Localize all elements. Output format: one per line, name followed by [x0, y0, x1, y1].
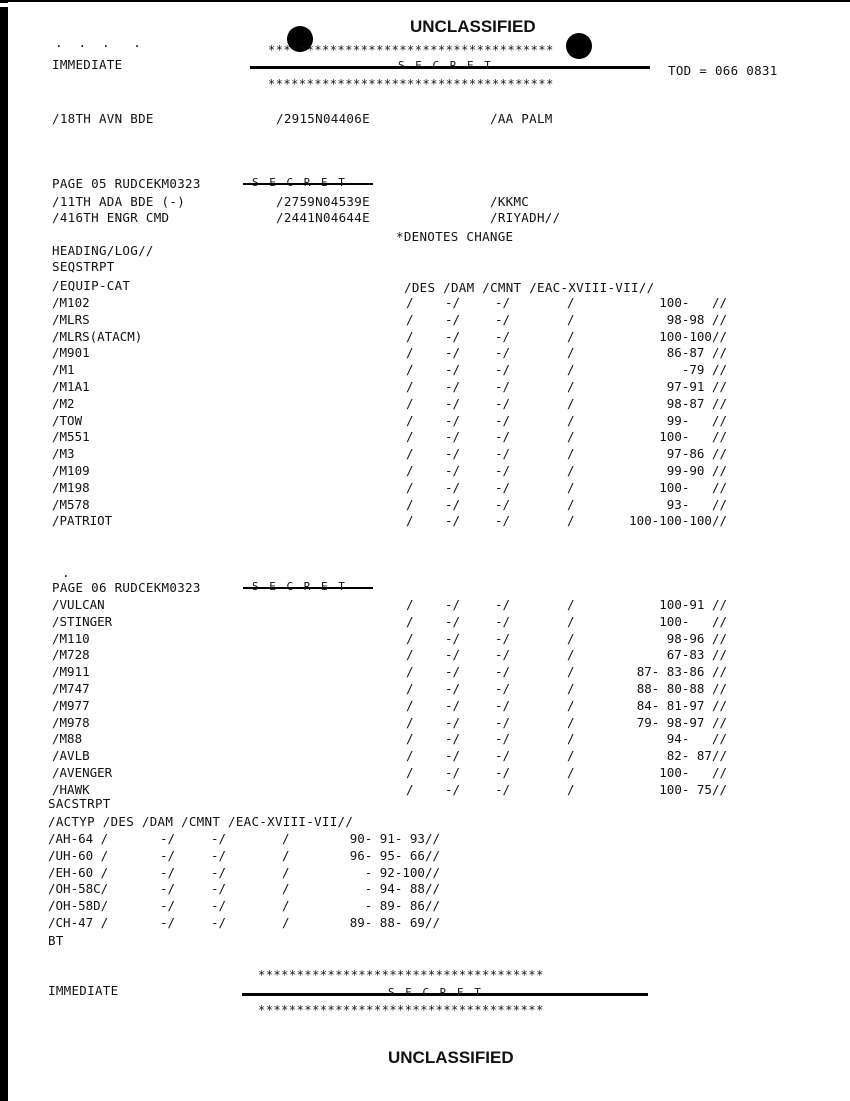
table-row: [0, 647, 850, 663]
dam-mark: -/: [445, 496, 461, 512]
star-border: *************************************: [268, 43, 554, 57]
cmnt-mark: -/: [495, 731, 511, 747]
eac-slash: /: [567, 463, 575, 478]
table-row: [0, 396, 850, 412]
redaction-blot: [566, 33, 592, 59]
eac-slash: /: [567, 362, 575, 378]
precedence-label: IMMEDIATE: [52, 57, 123, 72]
eac-slash: /: [282, 915, 290, 930]
cmnt-mark: -/: [495, 328, 511, 344]
cmnt-mark: -/: [495, 714, 511, 730]
cmnt-mark: -/: [495, 664, 511, 680]
eac-slash: /: [567, 781, 575, 797]
dam-mark: -/: [445, 748, 461, 764]
eac-slash: /: [567, 697, 575, 713]
eac-value: 100-100-100//: [629, 513, 727, 529]
secret-stamp: S E C R E T: [252, 580, 347, 593]
table-row: [0, 865, 850, 881]
cmnt-mark: -/: [495, 395, 511, 411]
equip-cat: /M977: [52, 697, 90, 713]
eac-slash: /: [567, 429, 575, 445]
equip-cat: /M911: [52, 664, 90, 680]
classification-top: UNCLASSIFIED: [410, 17, 536, 36]
eac-slash: /: [282, 864, 290, 880]
eac-value: 100- //: [659, 479, 727, 495]
table-row: [0, 446, 850, 462]
table-row: [0, 614, 850, 630]
table-row: [0, 848, 850, 864]
cmnt-mark: -/: [495, 647, 511, 663]
des-mark: /: [406, 379, 414, 394]
table-row: [0, 362, 850, 378]
dam-mark: -/: [445, 395, 461, 411]
equip-cat: /M102: [52, 295, 90, 310]
unit-location: /AA PALM: [490, 111, 553, 126]
equip-cat: /STINGER: [52, 613, 113, 629]
eac-value: 94- //: [666, 731, 727, 747]
des-mark: /: [406, 714, 414, 730]
eac-slash: /: [567, 613, 575, 629]
column-header-right: /DES /DAM /CMNT /EAC-XVIII-VII//: [404, 280, 655, 295]
des-mark: /: [406, 597, 414, 612]
des-mark: /: [406, 412, 414, 428]
table-row: [0, 915, 850, 931]
dam-mark: -/: [445, 630, 461, 646]
table-row: [0, 831, 850, 847]
eac-value: 99-90 //: [666, 463, 727, 478]
eac-value: - 94- 88//: [364, 881, 440, 897]
des-mark: /: [406, 345, 414, 361]
dam-mark: -/: [445, 295, 461, 310]
dam-mark: -/: [445, 765, 461, 780]
eac-slash: /: [567, 345, 575, 361]
des-mark: /: [406, 395, 414, 411]
cmnt-mark: -/: [495, 597, 511, 612]
equip-cat: /HAWK: [52, 781, 90, 797]
eac-slash: /: [567, 731, 575, 747]
des-mark: /: [406, 429, 414, 445]
dam-mark: -/: [445, 362, 461, 378]
eac-slash: /: [282, 881, 290, 897]
des-mark: /: [406, 681, 414, 696]
eac-value: 90- 91- 93//: [349, 831, 440, 846]
table-row: [0, 379, 850, 395]
unit-coords: /2915N04406E: [276, 111, 370, 126]
table-row: [0, 731, 850, 747]
equip-cat: /M198: [52, 479, 90, 495]
cmnt-mark: -/: [495, 463, 511, 478]
dam-mark: -/: [445, 781, 461, 797]
eac-value: 88- 80-88 //: [636, 681, 727, 696]
cmnt-mark: -/: [495, 446, 511, 462]
equip-cat: /M88: [52, 731, 83, 747]
cmnt-mark: -/: [495, 311, 511, 327]
secret-stamp: S E C R E T: [388, 986, 483, 999]
dam-mark: -/: [445, 697, 461, 713]
dam-mark: -/: [160, 864, 176, 880]
eac-value: 100-100//: [659, 328, 727, 344]
page-header: PAGE 06 RUDCEKM0323: [52, 580, 201, 595]
table-row: [0, 664, 850, 680]
dam-mark: -/: [445, 647, 461, 663]
eac-slash: /: [567, 311, 575, 327]
star-border: *************************************: [258, 1003, 544, 1017]
des-mark: /: [406, 311, 414, 327]
actyp: /CH-47 /: [48, 915, 109, 930]
eac-value: 96- 95- 66//: [349, 847, 440, 863]
eac-value: 93- //: [666, 496, 727, 512]
cmnt-mark: -/: [211, 831, 227, 846]
heading-log: HEADING/LOG//: [52, 243, 154, 258]
eac-slash: /: [567, 496, 575, 512]
eac-value: 97-86 //: [666, 446, 727, 462]
star-border: *************************************: [258, 968, 544, 982]
table-row: [0, 429, 850, 445]
eac-slash: /: [567, 765, 575, 780]
actyp: /OH-58C/: [48, 881, 109, 897]
eac-slash: /: [567, 664, 575, 680]
dam-mark: -/: [445, 463, 461, 478]
table-row: [0, 463, 850, 479]
des-mark: /: [406, 731, 414, 747]
des-mark: /: [406, 613, 414, 629]
secret-stamp: S E C R E T: [252, 176, 347, 189]
equip-cat: /M551: [52, 429, 90, 445]
eac-value: 79- 98-97 //: [636, 714, 727, 730]
unit-coords: /2759N04539E: [276, 194, 370, 209]
table-row: [0, 312, 850, 328]
precedence-label: IMMEDIATE: [48, 983, 119, 998]
eac-slash: /: [282, 898, 290, 914]
dam-mark: -/: [445, 731, 461, 747]
des-mark: /: [406, 765, 414, 780]
eac-slash: /: [567, 714, 575, 730]
des-mark: /: [406, 496, 414, 512]
table-row: [0, 497, 850, 513]
cmnt-mark: -/: [495, 748, 511, 764]
dam-mark: -/: [445, 379, 461, 394]
tod-stamp: TOD = 066 0831: [668, 63, 778, 78]
dam-mark: -/: [445, 446, 461, 462]
eac-value: 100- //: [659, 765, 727, 780]
dam-mark: -/: [160, 831, 176, 846]
equip-cat: /M3: [52, 446, 75, 462]
eac-slash: /: [567, 597, 575, 612]
scan-edge: [0, 0, 8, 1101]
des-mark: /: [406, 479, 414, 495]
dam-mark: -/: [445, 664, 461, 680]
eac-slash: /: [567, 446, 575, 462]
des-mark: /: [406, 781, 414, 797]
eac-value: 99- //: [666, 412, 727, 428]
dam-mark: -/: [445, 412, 461, 428]
table-row: [0, 698, 850, 714]
seqstrpt-label: SEQSTRPT: [52, 259, 115, 274]
cmnt-mark: -/: [495, 513, 511, 529]
dam-mark: -/: [160, 898, 176, 914]
dam-mark: -/: [445, 429, 461, 445]
eac-slash: /: [567, 328, 575, 344]
equip-cat: /VULCAN: [52, 597, 105, 612]
table-row: [0, 748, 850, 764]
unit-name: /416TH ENGR CMD: [52, 210, 170, 225]
eac-slash: /: [567, 513, 575, 529]
des-mark: /: [406, 664, 414, 680]
des-mark: /: [406, 647, 414, 663]
table-row: [0, 765, 850, 781]
eac-value: 100- //: [659, 429, 727, 445]
dam-mark: -/: [445, 328, 461, 344]
eac-value: 86-87 //: [666, 345, 727, 361]
des-mark: /: [406, 513, 414, 529]
eac-value: 87- 83-86 //: [636, 664, 727, 680]
table-row: [0, 898, 850, 914]
dam-mark: -/: [445, 613, 461, 629]
equip-cat: /AVENGER: [52, 765, 113, 780]
equip-cat: /M747: [52, 681, 90, 696]
des-mark: /: [406, 463, 414, 478]
unit-location: /RIYADH//: [490, 210, 561, 225]
table-row: [0, 782, 850, 798]
cmnt-mark: -/: [211, 915, 227, 930]
equip-cat: /M2: [52, 395, 75, 411]
eac-slash: /: [567, 681, 575, 696]
equip-cat: /M978: [52, 714, 90, 730]
eac-slash: /: [567, 748, 575, 764]
des-mark: /: [406, 748, 414, 764]
eac-slash: /: [567, 295, 575, 310]
scan-edge-top: [0, 0, 850, 2]
cmnt-mark: -/: [495, 362, 511, 378]
scan-dots: . . . .: [55, 35, 142, 50]
des-mark: /: [406, 630, 414, 646]
cmnt-mark: -/: [495, 479, 511, 495]
cmnt-mark: -/: [495, 613, 511, 629]
cmnt-mark: -/: [495, 630, 511, 646]
eac-value: - 89- 86//: [364, 898, 440, 914]
actyp: /AH-64 /: [48, 831, 109, 846]
table-row: [0, 881, 850, 897]
table-row: [0, 413, 850, 429]
equip-cat: /M901: [52, 345, 90, 361]
cmnt-mark: -/: [495, 429, 511, 445]
cmnt-mark: -/: [211, 847, 227, 863]
cmnt-mark: -/: [495, 765, 511, 780]
bt-marker: BT: [48, 933, 64, 948]
cmnt-mark: -/: [495, 697, 511, 713]
cmnt-mark: -/: [211, 898, 227, 914]
equip-cat: /AVLB: [52, 748, 90, 764]
eac-value: -79 //: [681, 362, 727, 378]
eac-slash: /: [567, 630, 575, 646]
dam-mark: -/: [160, 915, 176, 930]
equip-cat: /TOW: [52, 412, 83, 428]
unit-name: /11TH ADA BDE (-): [52, 194, 186, 209]
equip-cat: /MLRS(ATACM): [52, 328, 143, 344]
cmnt-mark: -/: [495, 379, 511, 394]
dam-mark: -/: [445, 597, 461, 612]
des-mark: /: [406, 446, 414, 462]
eac-value: 67-83 //: [666, 647, 727, 663]
scan-dots: .: [62, 565, 70, 580]
des-mark: /: [406, 328, 414, 344]
equip-cat: /MLRS: [52, 311, 90, 327]
actyp: /OH-58D/: [48, 898, 109, 914]
scan-mark: [0, 3, 10, 7]
des-mark: /: [406, 697, 414, 713]
eac-value: 100-91 //: [659, 597, 727, 612]
eac-slash: /: [282, 847, 290, 863]
eac-value: 97-91 //: [666, 379, 727, 394]
eac-value: 98-87 //: [666, 395, 727, 411]
eac-slash: /: [567, 647, 575, 663]
cmnt-mark: -/: [495, 345, 511, 361]
eac-slash: /: [567, 479, 575, 495]
equip-cat: /M578: [52, 496, 90, 512]
equip-cat: /M728: [52, 647, 90, 663]
eac-value: 98-98 //: [666, 311, 727, 327]
dam-mark: -/: [160, 881, 176, 897]
unit-name: /18TH AVN BDE: [52, 111, 154, 126]
eac-value: 84- 81-97 //: [636, 697, 727, 713]
page-header: PAGE 05 RUDCEKM0323: [52, 176, 201, 191]
dam-mark: -/: [445, 681, 461, 696]
column-header-left: /EQUIP-CAT: [52, 278, 131, 293]
eac-slash: /: [567, 412, 575, 428]
table-row: [0, 480, 850, 496]
table-row: [0, 345, 850, 361]
equip-cat: /M109: [52, 463, 90, 478]
equip-cat: /M110: [52, 630, 90, 646]
secret-stamp: S E C R E T: [398, 59, 493, 72]
aircraft-header: /ACTYP /DES /DAM /CMNT /EAC-XVIII-VII//: [48, 814, 354, 829]
table-row: [0, 597, 850, 613]
unit-coords: /2441N04644E: [276, 210, 370, 225]
actyp: /UH-60 /: [48, 847, 109, 863]
eac-slash: /: [282, 831, 290, 846]
des-mark: /: [406, 362, 414, 378]
denotes-change: *DENOTES CHANGE: [396, 229, 514, 244]
sacstrpt-label: SACSTRPT: [48, 796, 111, 811]
dam-mark: -/: [445, 479, 461, 495]
equip-cat: /PATRIOT: [52, 513, 113, 529]
table-row: [0, 329, 850, 345]
cmnt-mark: -/: [495, 496, 511, 512]
cmnt-mark: -/: [211, 864, 227, 880]
table-row: [0, 295, 850, 311]
dam-mark: -/: [445, 513, 461, 529]
eac-value: 89- 88- 69//: [349, 915, 440, 930]
eac-value: 82- 87//: [666, 748, 727, 764]
cmnt-mark: -/: [495, 681, 511, 696]
eac-value: - 92-100//: [364, 864, 440, 880]
eac-value: 100- 75//: [659, 781, 727, 797]
eac-slash: /: [567, 379, 575, 394]
table-row: [0, 715, 850, 731]
table-row: [0, 681, 850, 697]
dam-mark: -/: [445, 714, 461, 730]
dam-mark: -/: [445, 311, 461, 327]
cmnt-mark: -/: [211, 881, 227, 897]
classification-bottom: UNCLASSIFIED: [388, 1048, 514, 1067]
equip-cat: /M1: [52, 362, 75, 378]
eac-slash: /: [567, 395, 575, 411]
unit-location: /KKMC: [490, 194, 530, 209]
star-border: *************************************: [268, 77, 554, 91]
dam-mark: -/: [445, 345, 461, 361]
cmnt-mark: -/: [495, 295, 511, 310]
equip-cat: /M1A1: [52, 379, 90, 394]
table-row: [0, 513, 850, 529]
actyp: /EH-60 /: [48, 864, 109, 880]
cmnt-mark: -/: [495, 781, 511, 797]
cmnt-mark: -/: [495, 412, 511, 428]
dam-mark: -/: [160, 847, 176, 863]
eac-value: 98-96 //: [666, 630, 727, 646]
table-row: [0, 631, 850, 647]
eac-value: 100- //: [659, 295, 727, 310]
eac-value: 100- //: [659, 613, 727, 629]
des-mark: /: [406, 295, 414, 310]
